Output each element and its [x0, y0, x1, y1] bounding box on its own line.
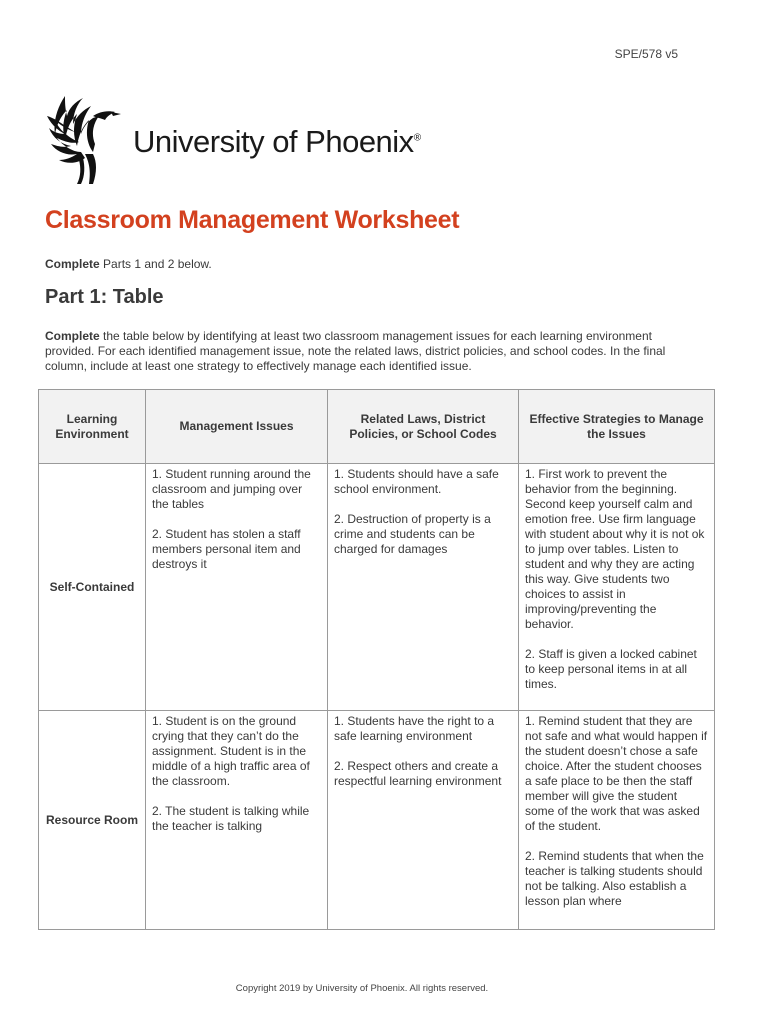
header-related-laws: Related Laws, District Policies, or School Codes [328, 390, 519, 464]
issues-cell[interactable] [146, 711, 328, 930]
cell-paragraph: 1. Student running around the classroom and jumping over the tables [152, 467, 311, 511]
intro-text [45, 257, 212, 271]
strategies-cell[interactable] [519, 464, 715, 711]
cell-paragraph: 1. Remind student that they are not safe and what would happen if the student doesn’t chose a safe choice. After the student chooses a safe place to be then the staff member will give the student some of the work that was asked of the student. [525, 714, 708, 833]
issues-cell[interactable] [146, 464, 328, 711]
table-header-row [39, 390, 715, 464]
environment-cell: Resource Room [39, 711, 146, 930]
phoenix-bird-icon [45, 94, 123, 186]
cell-paragraph: 2. Staff is given a locked cabinet to keep personal items in at all times. [525, 647, 697, 691]
intro-bold: Complete [45, 257, 100, 271]
intro-rest: Parts 1 and 2 below. [99, 257, 212, 271]
table-row [39, 711, 715, 930]
part1-instructions [45, 329, 675, 374]
header-management-issues: Management Issues [146, 390, 328, 464]
cell-paragraph: 2. Remind students that when the teacher is talking students should not be talking. Also establish a lesson plan where [525, 849, 704, 908]
cell-paragraph: 1. Student is on the ground crying that they can’t do the assignment. Student is in the middle of a high traffic area of the classroom. [152, 714, 310, 788]
university-name-text: University of Phoenix [133, 124, 414, 159]
header-effective-strategies: Effective Strategies to Manage the Issues [519, 390, 715, 464]
cell-paragraph: 2. Destruction of property is a crime and students can be charged for damages [334, 512, 491, 556]
instructions-bold: Complete [45, 329, 100, 343]
cell-paragraph: 1. Students have the right to a safe learning environment [334, 714, 495, 743]
copyright-footer: Copyright 2019 by University of Phoenix. All rights reserved. [235, 983, 489, 994]
cell-paragraph: 1. First work to prevent the behavior from the beginning. Second keep yourself calm and emotion free. Use firm language with student about why it is not ok to jump over tables. Listen to student and why they are acting this way. Give students two choices to assist in improving/preventing the behavior. [525, 467, 705, 631]
header-learning-environment: Learning Environment [39, 390, 146, 464]
registered-mark: ® [413, 132, 421, 144]
document-code: SPE/578 v5 [614, 47, 678, 61]
environment-cell: Self-Contained [39, 464, 146, 711]
worksheet-table [38, 389, 715, 930]
cell-paragraph: 1. Students should have a safe school environment. [334, 467, 499, 496]
university-logo [45, 94, 421, 186]
laws-cell[interactable] [328, 464, 519, 711]
strategies-cell[interactable] [519, 711, 715, 930]
cell-paragraph: 2. The student is talking while the teacher is talking [152, 804, 310, 833]
cell-paragraph: 2. Respect others and create a respectful learning environment [334, 759, 502, 788]
cell-paragraph: 2. Student has stolen a staff members personal item and destroys it [152, 527, 301, 571]
university-name [133, 124, 421, 160]
part1-heading: Part 1: Table [45, 286, 164, 308]
instructions-rest: the table below by identifying at least two classroom management issues for each learning environment provided. For each identified management issue, note the related laws, district policies, and school codes. In the final column, include at least one strategy to effectively manage each identified issue. [45, 329, 666, 373]
table-row [39, 464, 715, 711]
laws-cell[interactable] [328, 711, 519, 930]
page-title: Classroom Management Worksheet [45, 206, 460, 234]
